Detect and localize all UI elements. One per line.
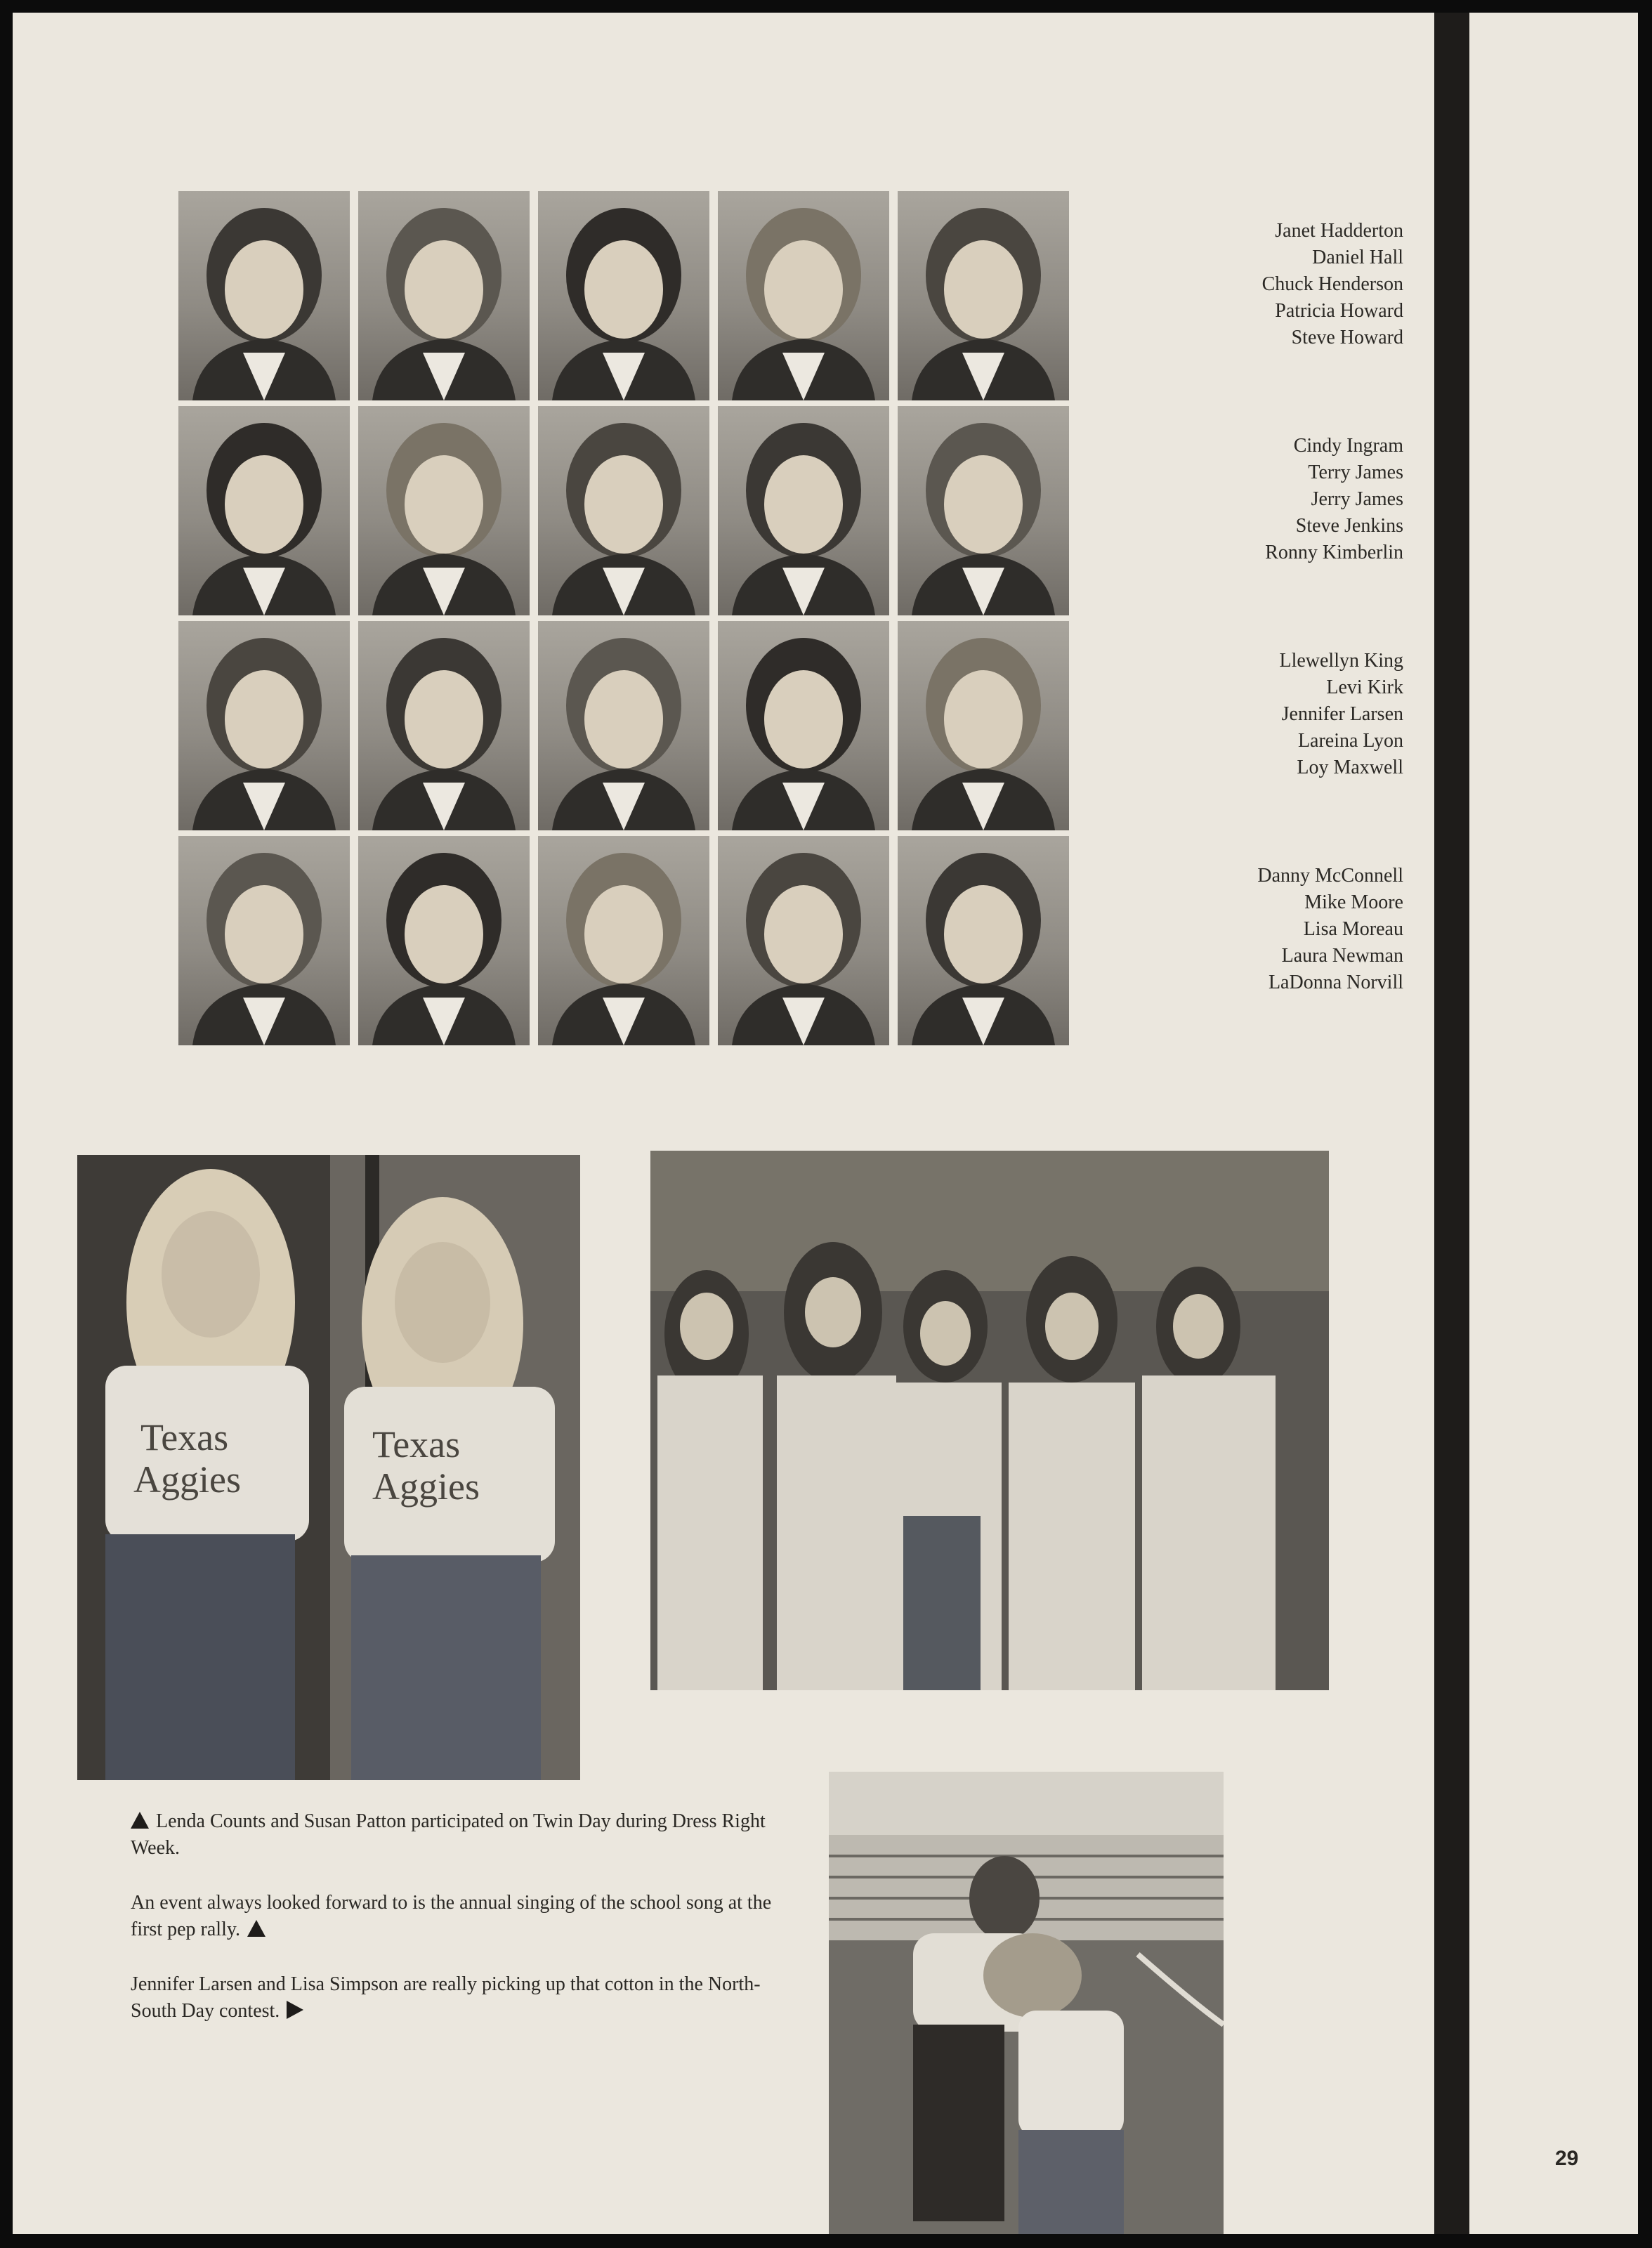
names-row-2 <box>1165 433 1403 566</box>
portrait-photo <box>358 406 530 615</box>
student-name: Llewellyn King <box>1279 650 1403 672</box>
cotton-contest-photo <box>829 1772 1224 2234</box>
twin-day-photo <box>77 1155 580 1780</box>
student-name: Jennifer Larsen <box>1281 703 1403 725</box>
student-name: Cindy Ingram <box>1293 435 1403 457</box>
caption-twin-day <box>131 1808 777 1862</box>
portrait-photo <box>358 621 530 830</box>
portrait-photo <box>178 621 350 830</box>
student-name: Steve Jenkins <box>1295 515 1403 537</box>
student-name: Patricia Howard <box>1275 300 1403 322</box>
portrait-photo <box>718 406 889 615</box>
caption-cotton-contest <box>131 1971 777 2025</box>
portrait-photo <box>178 836 350 1045</box>
portrait-photo <box>358 836 530 1045</box>
page-number: 29 <box>1555 2147 1579 2170</box>
student-name: Terry James <box>1308 462 1403 483</box>
student-name: Lisa Moreau <box>1303 918 1403 940</box>
student-name: Jerry James <box>1311 488 1403 510</box>
portrait-photo <box>538 836 709 1045</box>
shirt-text-right-1: Texas <box>372 1423 461 1465</box>
student-name: Laura Newman <box>1281 945 1403 967</box>
caption-school-song-text: An event always looked forward to is the annual singing of the school song at the first pep rally. <box>131 1892 772 1940</box>
student-name: Mike Moore <box>1304 891 1403 913</box>
yearbook-page <box>13 13 1638 2234</box>
portrait-photo <box>538 621 709 830</box>
student-name: LaDonna Norvill <box>1268 972 1403 993</box>
triangle-up-icon <box>247 1920 266 1937</box>
portrait-photo <box>718 836 889 1045</box>
cotton-contest-photo-illustration <box>829 1772 1224 2234</box>
student-name: Loy Maxwell <box>1297 757 1403 778</box>
pep-rally-photo-illustration <box>650 1151 1329 1690</box>
student-name: Chuck Henderson <box>1261 273 1403 295</box>
portrait-photo <box>358 191 530 400</box>
gutter-bar <box>1434 13 1469 2234</box>
portrait-photo <box>538 406 709 615</box>
student-name: Daniel Hall <box>1312 247 1403 268</box>
triangle-right-icon <box>287 2001 303 2019</box>
caption-cotton-contest-text: Jennifer Larsen and Lisa Simpson are really picking up that cotton in the North-South Day contest. <box>131 1973 761 2022</box>
shirt-text-left-2: Aggies <box>133 1458 241 1501</box>
pep-rally-photo <box>650 1151 1329 1690</box>
student-name: Steve Howard <box>1291 327 1403 348</box>
portrait-photo <box>718 621 889 830</box>
portrait-photo <box>538 191 709 400</box>
names-row-1 <box>1165 218 1403 351</box>
student-name: Danny McConnell <box>1257 865 1403 887</box>
student-name: Janet Hadderton <box>1275 220 1403 242</box>
portrait-photo <box>178 191 350 400</box>
portrait-photo <box>178 406 350 615</box>
portrait-photo <box>898 621 1069 830</box>
twin-day-photo-illustration <box>77 1155 580 1780</box>
triangle-up-icon <box>131 1812 149 1829</box>
portrait-photo <box>898 191 1069 400</box>
student-name: Lareina Lyon <box>1297 730 1403 752</box>
captions <box>131 1808 777 2053</box>
portrait-photo <box>898 836 1069 1045</box>
shirt-text-left-1: Texas <box>140 1416 229 1458</box>
student-name: Ronny Kimberlin <box>1265 542 1403 563</box>
names-row-4 <box>1165 863 1403 996</box>
student-name: Levi Kirk <box>1326 677 1403 698</box>
portrait-photo <box>898 406 1069 615</box>
names-row-3 <box>1165 648 1403 781</box>
portrait-photo <box>718 191 889 400</box>
caption-twin-day-text: Lenda Counts and Susan Patton participated on Twin Day during Dress Right Week. <box>131 1810 766 1859</box>
shirt-text-right-2: Aggies <box>372 1465 480 1508</box>
caption-school-song <box>131 1890 777 1943</box>
